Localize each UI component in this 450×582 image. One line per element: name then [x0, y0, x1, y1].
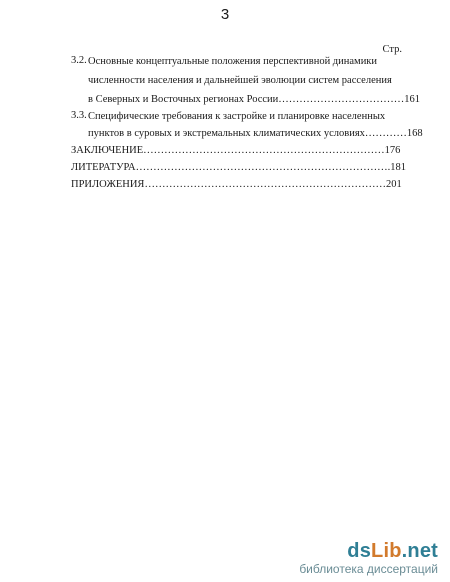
- toc-entry-literature: ЛИТЕРАТУРА……………………………………………………………….181: [71, 162, 406, 173]
- toc-entry-line: численности населения и дальнейшей эволюции систем расселения: [88, 75, 392, 86]
- watermark: [299, 540, 438, 576]
- toc-entry-number: 3.2.: [71, 55, 87, 66]
- page-number: 3: [220, 6, 230, 23]
- toc-entry-appendices: ПРИЛОЖЕНИЯ……………………………………………………………201: [71, 179, 402, 190]
- toc-entry-line: Специфические требования к застройке и планировке населенных: [88, 111, 386, 122]
- toc-entry-line: в Северных и Восточных регионах России………………………………161: [88, 94, 421, 105]
- toc-entry-line: Основные концептуальные положения перспективной динамики: [88, 56, 378, 67]
- watermark-subtitle: библиотека диссертаций: [299, 562, 438, 576]
- watermark-logo: dsLib.net: [347, 540, 438, 562]
- toc-entry-line: пунктов в суровых и экстремальных климатических условиях…………168: [88, 128, 423, 139]
- toc-entry-number: 3.3.: [71, 110, 87, 121]
- column-header-page: Стр.: [382, 44, 402, 55]
- toc-entry-conclusion: ЗАКЛЮЧЕНИЕ……………………………………………………………176: [71, 145, 401, 156]
